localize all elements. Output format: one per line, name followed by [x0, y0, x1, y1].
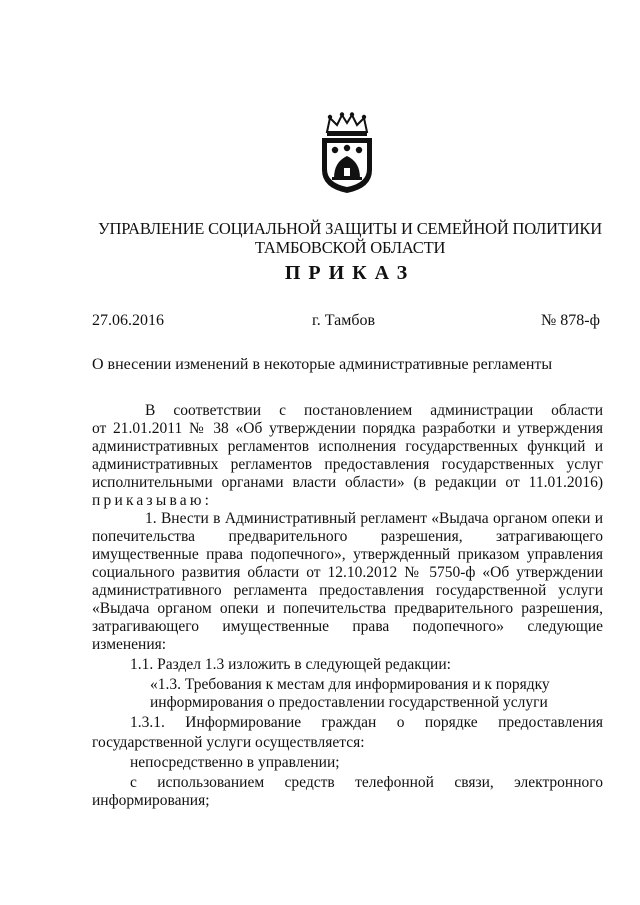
document-number: № 878-ф: [541, 312, 600, 329]
body-line: информирования о предоставлении государственной услуги: [150, 694, 548, 711]
body-line: непосредственно в управлении;: [130, 754, 340, 771]
body-line: информирования;: [92, 792, 210, 809]
body-line: административного регламента предоставления государственной услуги: [92, 582, 603, 599]
body-line: изменения:: [92, 636, 167, 653]
document-subject: О внесении изменений в некоторые административные регламенты: [92, 356, 553, 373]
body-line: административных регламентов исполнения государственных функций и: [92, 438, 603, 455]
body-line: попечительства предварительного разрешения, затрагивающего: [92, 528, 603, 545]
document-city: г. Тамбов: [312, 312, 376, 329]
organization-name-line-2: ТАМБОВСКОЙ ОБЛАСТИ: [254, 238, 446, 257]
body-line: 1. Внести в Административный регламент «Выдача органом опеки и: [145, 510, 603, 527]
body-line: приказываю:: [92, 492, 213, 509]
body-line: В соответствии с постановлением администрации области: [145, 402, 603, 419]
body-line: с использованием средств телефонной связи, электронного: [130, 774, 603, 791]
body-line: социального развития области от 12.10.2012 № 5750-ф «Об утверждении: [92, 564, 603, 581]
coat-of-arms-emblem: [318, 112, 376, 194]
body-line: имущественные права подопечного», утвержденный приказом управления: [92, 546, 603, 563]
body-line: от 21.01.2011 № 38 «Об утверждении порядка разработки и утверждения: [92, 420, 603, 437]
body-line: 1.1. Раздел 1.3 изложить в следующей редакции:: [130, 656, 451, 673]
organization-name-line-1: УПРАВЛЕНИЕ СОЦИАЛЬНОЙ ЗАЩИТЫ И СЕМЕЙНОЙ ПОЛИТИКИ: [98, 219, 602, 238]
body-line: исполнительными органами власти области» (в редакции от 11.01.2016): [92, 474, 603, 491]
body-line: затрагивающего имущественные права подопечного» следующие: [92, 618, 603, 635]
body-line: «1.3. Требования к местам для информирования и к порядку: [150, 676, 550, 693]
body-line: «Выдача органом опеки и попечительства предварительного разрешения,: [92, 600, 603, 617]
body-line: административных регламентов предоставления государственных услуг: [92, 456, 603, 473]
document-type-title: ПРИКАЗ: [284, 262, 416, 284]
document-date: 27.06.2016: [92, 312, 164, 329]
body-line: государственной услуги осуществляется:: [92, 734, 365, 751]
body-line: 1.3.1. Информирование граждан о порядке предоставления: [130, 714, 603, 731]
